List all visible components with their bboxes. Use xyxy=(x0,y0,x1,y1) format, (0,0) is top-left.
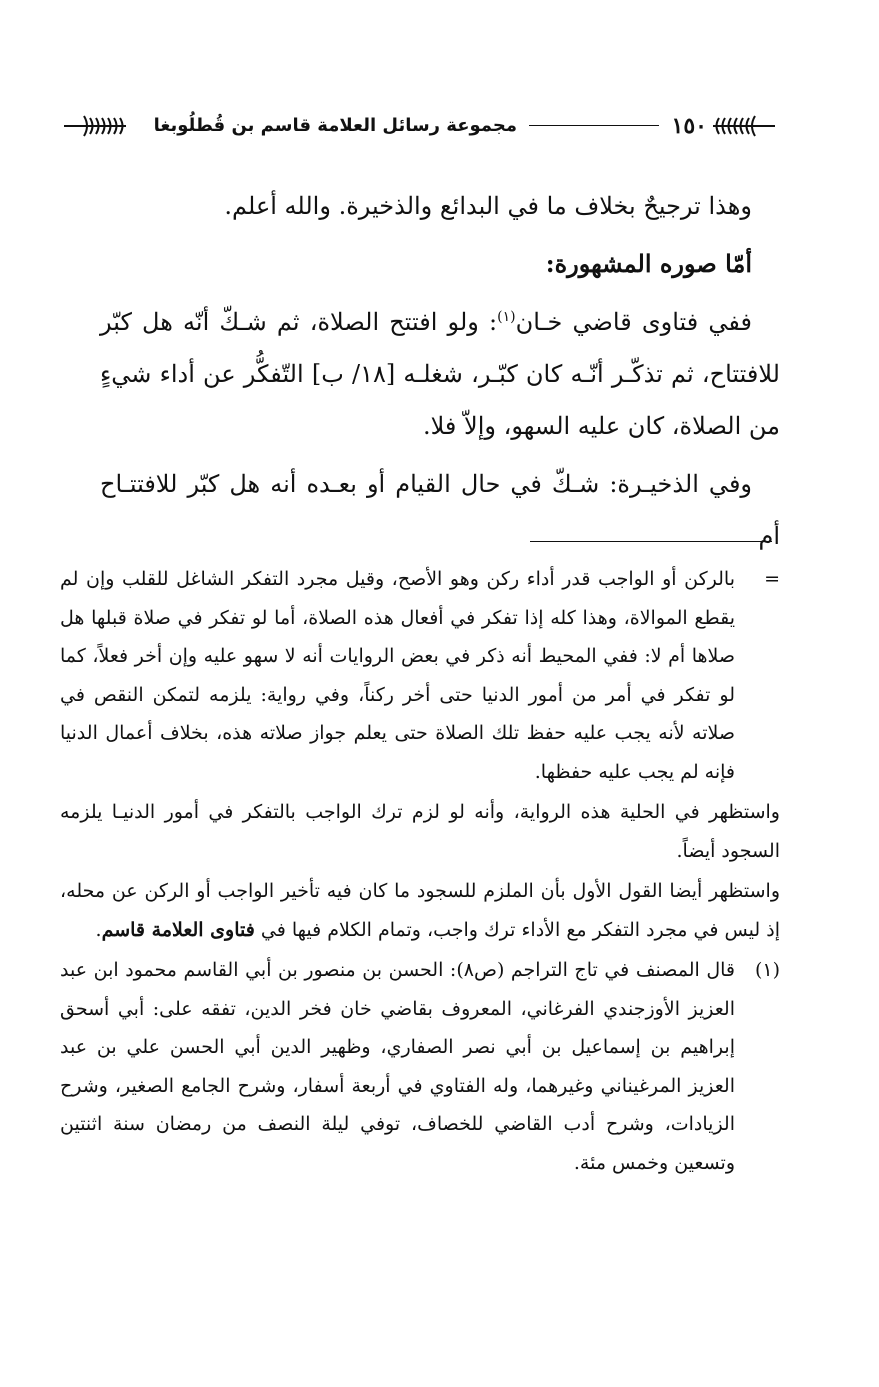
page-header xyxy=(62,106,777,146)
footnote-text: . xyxy=(95,918,102,941)
main-text xyxy=(100,180,780,568)
footnote-continuation xyxy=(60,560,780,791)
footnote-paragraph: واستظهر في الحلية هذه الرواية، وأنه لو لزم ترك الواجب بالتفكر في أمور الدنيـا يلزمه السجود أيضاً. xyxy=(60,801,780,862)
paragraph-text: ففي فتاوى قاضي خـان xyxy=(515,308,752,336)
continuation-mark: = xyxy=(764,568,780,590)
paragraph-text: : ولو افتتح الصلاة، ثم شـكّ أنّه هل كبّر للافتتاح، ثم تذكّـر أنّـه كان كبّـر، شغلـه [١٨/ ب] التّفكُّر عن أداء شيءٍ من الصلاة، كان عليه السهو، وإلاّ فلا. xyxy=(100,308,780,440)
footnotes xyxy=(60,560,780,1184)
footnote-text: واستظهر أيضا القول الأول بأن الملزم للسجود ما كان فيه تأخير الواجب أو الركن عن محله، إذ ليس في مجرد التفكر مع الأداء ترك واجب، وتمام الكلام فيها في xyxy=(60,880,780,941)
paragraph: وهذا ترجيحٌ بخلاف ما في البدائع والذخيرة. والله أعلم. xyxy=(224,192,752,220)
paragraph: وفي الذخيـرة: شـكّ في حال القيام أو بعـده أنه هل كبّر للافتتـاح أم xyxy=(100,470,780,550)
section-subheading: أمّا صوره المشهورة: xyxy=(545,249,752,278)
ornament-left-icon xyxy=(62,106,128,146)
footnote-reference: (١) xyxy=(497,309,516,325)
footnote-paragraph: بالركن أو الواجب قدر أداء ركن وهو الأصح، وقيل مجرد التفكر الشاغل للقلب وإن لم يقطع الموالاة، وهذا كله إذا تفكر في أفعال هذه الصلاة، أما لو تفكر في صلاة قبلها هل صلاها أم لا: ففي المحيط أنه ذكر في بعض الروايات أنه لا سهو عليه وإن أخر فعلاً، كما لو تفكر في أمر من أمور الدنيا حتى أخر ركناً، وفي رواية: يلزمه لتمكن النقص في صلاته لأنه يجب عليه حفظ تلك الصلاة حتى يعلم جواز صلاته هذه، بخلاف أعمال الدنيا فإنه لم يجب عليه حفظها. xyxy=(60,568,735,783)
footnote-paragraph xyxy=(60,872,780,949)
header-rule xyxy=(529,125,659,126)
paragraph xyxy=(100,296,780,452)
footnote-number: (١) xyxy=(754,959,780,981)
footnote-paragraph: قال المصنف في تاج التراجم (ص٨): الحسن بن منصور بن أبي القاسم محمود ابن عبد العزيز الأوزجندي الفرغاني، المعروف بقاضي خان فخر الدين، تفقه على: أبي أسحق إبراهيم بن إسماعيل بن أبي نصر الصفاري، وظهير الدين أبي الحسن علي بن عبد العزيز المرغيناني وغيرهما، وله الفتاوي في أربعة أسفار، وشرح الجامع الصغير، وشرح الزيادات، وشرح أدب القاضي للخصاف، توفي ليلة النصف من رمضان سنة اثنتين وتسعين وخمس مئة. xyxy=(60,959,735,1174)
footnote-1 xyxy=(60,951,780,1182)
book-title: فتاوى العلامة قاسم xyxy=(101,918,255,941)
ornament-right-icon xyxy=(711,106,777,146)
footnote-continuation-body xyxy=(60,793,780,949)
running-title: مجموعة رسائل العلامة قاسم بن قُطلُوبغا xyxy=(153,115,517,136)
footnote-separator xyxy=(530,541,772,542)
page-number: ١٥٠ xyxy=(671,113,707,139)
